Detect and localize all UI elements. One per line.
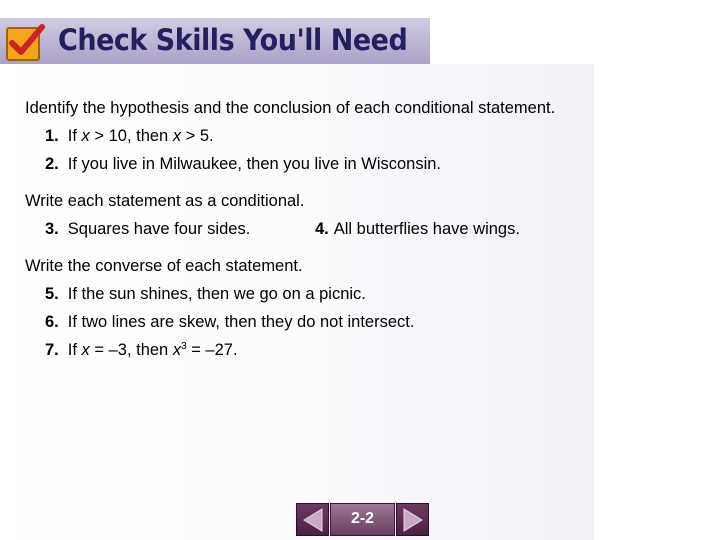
check-icon (6, 27, 40, 61)
next-button[interactable] (396, 503, 429, 536)
exercise-item-7: 7. If x = –3, then $x^3 = -27$. (25, 336, 605, 364)
item-number: 4. (315, 220, 329, 238)
previous-button[interactable] (296, 503, 329, 536)
arrow-left-icon (300, 507, 326, 533)
item-number: 6. (45, 313, 59, 331)
item-number: 7. (45, 341, 59, 359)
item-number: 1. (45, 127, 59, 145)
item-text: All butterflies have wings. (333, 220, 520, 238)
item-text: If you live in Milwaukee, then you live in Wisconsin. (67, 155, 442, 173)
item-text: If the sun shines, then we go on a picnic. (67, 285, 366, 303)
instruction-2: Write each statement as a conditional. (25, 192, 305, 210)
exercise-item-5 (25, 280, 605, 308)
exercise-item-2 (25, 150, 605, 178)
exercise-item-1: 1. If x > 10, then x > 5. (25, 122, 605, 150)
banner (0, 18, 430, 64)
item-number: 3. (45, 220, 59, 238)
item-number: 2. (45, 155, 59, 173)
exercise-content (25, 94, 605, 364)
exercise-item-6 (25, 308, 605, 336)
lesson-number-label: 2-2 (330, 503, 395, 536)
item-number: 5. (45, 285, 59, 303)
arrow-right-icon (400, 507, 426, 533)
instruction-1: Identify the hypothesis and the conclusion of each conditional statement. (25, 99, 556, 117)
item-text: Squares have four sides. (67, 220, 251, 238)
item-text: If two lines are skew, then they do not intersect. (67, 313, 415, 331)
instruction-3: Write the converse of each statement. (25, 257, 303, 275)
banner-title: Check Skills You'll Need (58, 23, 408, 57)
exercise-row-3-4 (25, 215, 605, 243)
exercise-item-4 (315, 215, 520, 243)
exercise-item-3 (45, 220, 250, 238)
